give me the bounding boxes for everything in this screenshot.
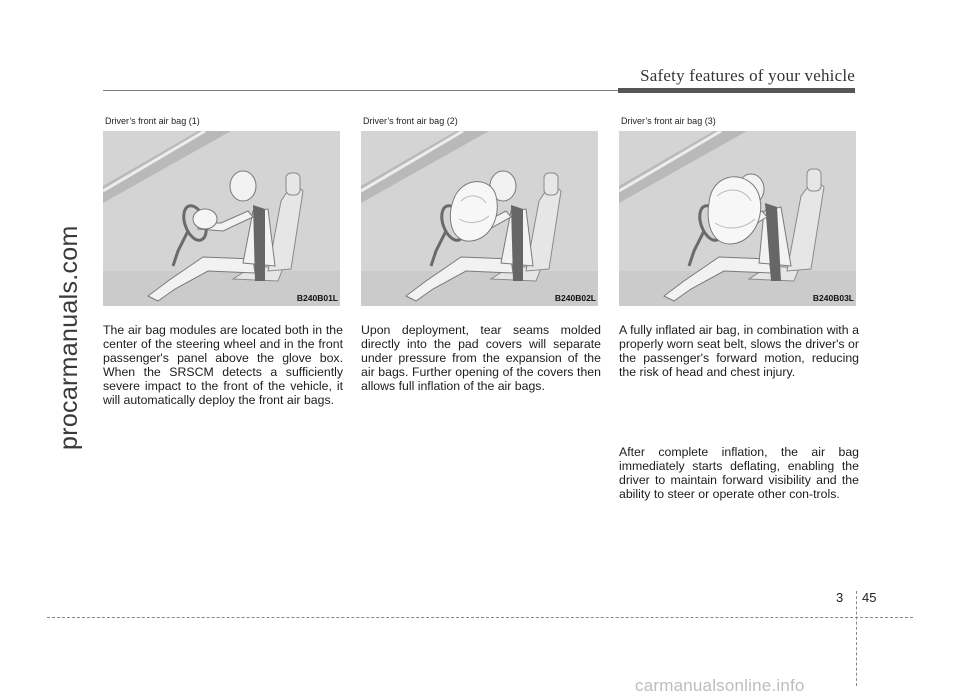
figure-2-caption: Driver’s front air bag (2) (363, 116, 458, 126)
footer-rule (47, 617, 913, 618)
figure-3-code: B240B03L (812, 293, 854, 303)
figure-1-caption: Driver’s front air bag (1) (105, 116, 200, 126)
figure-3-illustration (619, 131, 856, 306)
column-3-paragraph-1: A fully inflated air bag, in combination with a properly worn seat belt, slows the driver's or the passenger's forward motion, reducing the risk of head and chest injury. (619, 323, 859, 379)
figure-1-code: B240B01L (296, 293, 338, 303)
column-1-paragraph: The air bag modules are located both in the center of the steering wheel and in the front passenger's panel above the glove box. When the SRSCM detects a sufficiently severe impact to the front of the vehicle, it will automatically deploy the front air bags. (103, 323, 343, 407)
figure-2-code: B240B02L (554, 293, 596, 303)
figure-2-illustration (361, 131, 598, 306)
figure-1-illustration (103, 131, 340, 306)
page-number: 45 (862, 590, 877, 605)
bottom-watermark: carmanualsonline.info (635, 676, 805, 695)
chapter-number: 3 (836, 590, 844, 605)
footer-divider (856, 591, 857, 686)
side-watermark: procarmanuals.com (55, 225, 83, 450)
running-header-title: Safety features of your vehicle (640, 66, 855, 85)
header-rule-accent (618, 88, 855, 93)
figure-3-caption: Driver’s front air bag (3) (621, 116, 716, 126)
column-2-paragraph: Upon deployment, tear seams molded directly into the pad covers will separate under pressure from the expansion of the air bags. Further opening of the covers then allows full inflation of the air bags. (361, 323, 601, 393)
column-3-paragraph-2: After complete inflation, the air bag immediately starts deflating, enabling the driver to maintain forward visibility and the ability to steer or operate other con-trols. (619, 445, 859, 501)
